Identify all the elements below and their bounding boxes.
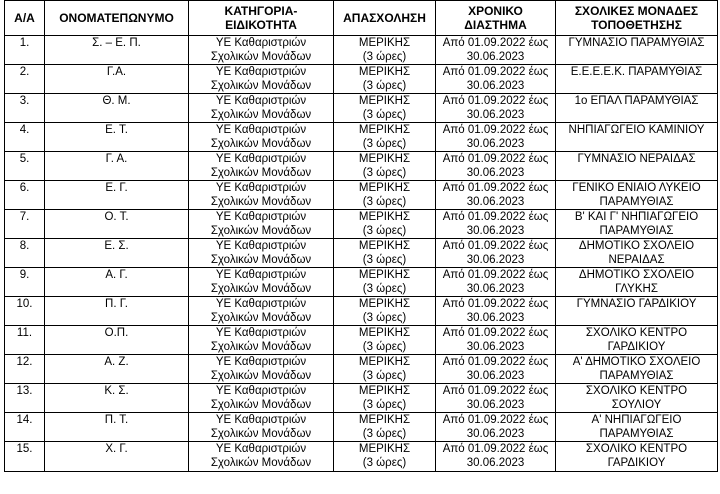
cell-unit: ΣΧΟΛΙΚΟ ΚΕΝΤΡΟ ΓΑΡΔΙΚΙΟΥ bbox=[556, 326, 718, 355]
cell-category: ΥΕ Καθαριστριών Σχολικών Μονάδων bbox=[189, 442, 334, 472]
cell-aa: 6. bbox=[5, 181, 45, 210]
cell-unit: Α' ΝΗΠΙΑΓΩΓΕΙΟ ΠΑΡΑΜΥΘΙΑΣ bbox=[556, 413, 718, 442]
cell-aa: 13. bbox=[5, 384, 45, 413]
cell-unit: ΓΥΜΝΑΣΙΟ ΠΑΡΑΜΥΘΙΑΣ bbox=[556, 36, 718, 65]
cell-employment: ΜΕΡΙΚΗΣ (3 ώρες) bbox=[334, 65, 436, 94]
table-row bbox=[5, 36, 718, 65]
cell-aa: 1. bbox=[5, 36, 45, 65]
cell-employment: ΜΕΡΙΚΗΣ (3 ώρες) bbox=[334, 355, 436, 384]
cell-category: ΥΕ Καθαριστριών Σχολικών Μονάδων bbox=[189, 36, 334, 65]
cell-aa: 12. bbox=[5, 355, 45, 384]
cell-aa: 7. bbox=[5, 210, 45, 239]
cell-unit: ΣΧΟΛΙΚΟ ΚΕΝΤΡΟ ΣΟΥΛΙΟΥ bbox=[556, 384, 718, 413]
cell-employment: ΜΕΡΙΚΗΣ (3 ώρες) bbox=[334, 268, 436, 297]
cell-name: Ο.Π. bbox=[45, 326, 189, 355]
cell-category: ΥΕ Καθαριστριών Σχολικών Μονάδων bbox=[189, 210, 334, 239]
table-row bbox=[5, 152, 718, 181]
cell-name: Ο. Τ. bbox=[45, 210, 189, 239]
cell-category: ΥΕ Καθαριστριών Σχολικών Μονάδων bbox=[189, 268, 334, 297]
header-row bbox=[5, 1, 718, 36]
cell-period: Από 01.09.2022 έως 30.06.2023 bbox=[436, 355, 556, 384]
table-row bbox=[5, 355, 718, 384]
cell-period: Από 01.09.2022 έως 30.06.2023 bbox=[436, 413, 556, 442]
cell-aa: 4. bbox=[5, 123, 45, 152]
cell-category: ΥΕ Καθαριστριών Σχολικών Μονάδων bbox=[189, 384, 334, 413]
table-row bbox=[5, 181, 718, 210]
cell-period: Από 01.09.2022 έως 30.06.2023 bbox=[436, 384, 556, 413]
cell-name: Χ. Γ. bbox=[45, 442, 189, 472]
table-row bbox=[5, 268, 718, 297]
cell-category: ΥΕ Καθαριστριών Σχολικών Μονάδων bbox=[189, 413, 334, 442]
header-employment: ΑΠΑΣΧΟΛΗΣΗ bbox=[334, 1, 436, 36]
cell-category: ΥΕ Καθαριστριών Σχολικών Μονάδων bbox=[189, 297, 334, 326]
cell-employment: ΜΕΡΙΚΗΣ (3 ώρες) bbox=[334, 413, 436, 442]
table-row bbox=[5, 239, 718, 268]
cell-employment: ΜΕΡΙΚΗΣ (3 ώρες) bbox=[334, 442, 436, 472]
cell-period: Από 01.09.2022 έως 30.06.2023 bbox=[436, 239, 556, 268]
cell-aa: 11. bbox=[5, 326, 45, 355]
cell-employment: ΜΕΡΙΚΗΣ (3 ώρες) bbox=[334, 123, 436, 152]
cell-name: Ε. Γ. bbox=[45, 181, 189, 210]
cell-period: Από 01.09.2022 έως 30.06.2023 bbox=[436, 123, 556, 152]
table-row bbox=[5, 413, 718, 442]
header-units: ΣΧΟΛΙΚΕΣ ΜΟΝΑΔΕΣ ΤΟΠΟΘΕΤΗΣΗΣ bbox=[556, 1, 718, 36]
cell-period: Από 01.09.2022 έως 30.06.2023 bbox=[436, 181, 556, 210]
table-row bbox=[5, 297, 718, 326]
cell-name: Θ. Μ. bbox=[45, 94, 189, 123]
table-body bbox=[5, 36, 718, 472]
cell-name: Γ. Α. bbox=[45, 152, 189, 181]
table-row bbox=[5, 442, 718, 472]
cell-period: Από 01.09.2022 έως 30.06.2023 bbox=[436, 65, 556, 94]
cell-name: Ε. Τ. bbox=[45, 123, 189, 152]
cell-unit: Α' ΔΗΜΟΤΙΚΟ ΣΧΟΛΕΙΟ ΠΑΡΑΜΥΘΙΑΣ bbox=[556, 355, 718, 384]
cell-employment: ΜΕΡΙΚΗΣ (3 ώρες) bbox=[334, 94, 436, 123]
cell-employment: ΜΕΡΙΚΗΣ (3 ώρες) bbox=[334, 181, 436, 210]
cell-unit: ΓΥΜΝΑΣΙΟ ΓΑΡΔΙΚΙΟΥ bbox=[556, 297, 718, 326]
cell-unit: ΓΥΜΝΑΣΙΟ ΝΕΡΑΙΔΑΣ bbox=[556, 152, 718, 181]
table-row bbox=[5, 123, 718, 152]
header-period: ΧΡΟΝΙΚΟ ΔΙΑΣΤΗΜΑ bbox=[436, 1, 556, 36]
cell-employment: ΜΕΡΙΚΗΣ (3 ώρες) bbox=[334, 36, 436, 65]
cell-name: Π. Τ. bbox=[45, 413, 189, 442]
cell-period: Από 01.09.2022 έως 30.06.2023 bbox=[436, 442, 556, 472]
cell-aa: 14. bbox=[5, 413, 45, 442]
cell-employment: ΜΕΡΙΚΗΣ (3 ώρες) bbox=[334, 297, 436, 326]
cell-category: ΥΕ Καθαριστριών Σχολικών Μονάδων bbox=[189, 239, 334, 268]
cell-period: Από 01.09.2022 έως 30.06.2023 bbox=[436, 36, 556, 65]
cell-aa: 9. bbox=[5, 268, 45, 297]
cell-aa: 8. bbox=[5, 239, 45, 268]
table-row bbox=[5, 384, 718, 413]
cell-category: ΥΕ Καθαριστριών Σχολικών Μονάδων bbox=[189, 326, 334, 355]
cell-aa: 10. bbox=[5, 297, 45, 326]
cell-period: Από 01.09.2022 έως 30.06.2023 bbox=[436, 268, 556, 297]
cell-employment: ΜΕΡΙΚΗΣ (3 ώρες) bbox=[334, 384, 436, 413]
cell-category: ΥΕ Καθαριστριών Σχολικών Μονάδων bbox=[189, 181, 334, 210]
cell-period: Από 01.09.2022 έως 30.06.2023 bbox=[436, 94, 556, 123]
cell-name: Π. Γ. bbox=[45, 297, 189, 326]
cell-period: Από 01.09.2022 έως 30.06.2023 bbox=[436, 152, 556, 181]
cell-unit: Β' ΚΑΙ Γ' ΝΗΠΙΑΓΩΓΕΙΟ ΠΑΡΑΜΥΘΙΑΣ bbox=[556, 210, 718, 239]
header-category: ΚΑΤΗΓΟΡΙΑ- ΕΙΔΙΚΟΤΗΤΑ bbox=[189, 1, 334, 36]
cell-name: Σ. – Ε. Π. bbox=[45, 36, 189, 65]
cell-category: ΥΕ Καθαριστριών Σχολικών Μονάδων bbox=[189, 152, 334, 181]
cell-aa: 2. bbox=[5, 65, 45, 94]
cell-name: Α. Γ. bbox=[45, 268, 189, 297]
cell-period: Από 01.09.2022 έως 30.06.2023 bbox=[436, 326, 556, 355]
cell-category: ΥΕ Καθαριστριών Σχολικών Μονάδων bbox=[189, 355, 334, 384]
cell-aa: 3. bbox=[5, 94, 45, 123]
cell-name: Α. Ζ. bbox=[45, 355, 189, 384]
cell-unit: ΔΗΜΟΤΙΚΟ ΣΧΟΛΕΙΟ ΓΛΥΚΗΣ bbox=[556, 268, 718, 297]
cell-unit: Ε.Ε.Ε.Ε.Κ. ΠΑΡΑΜΥΘΙΑΣ bbox=[556, 65, 718, 94]
cell-unit: ΔΗΜΟΤΙΚΟ ΣΧΟΛΕΙΟ ΝΕΡΑΙΔΑΣ bbox=[556, 239, 718, 268]
table-row bbox=[5, 94, 718, 123]
cell-aa: 15. bbox=[5, 442, 45, 472]
cell-employment: ΜΕΡΙΚΗΣ (3 ώρες) bbox=[334, 210, 436, 239]
table-row bbox=[5, 210, 718, 239]
cell-category: ΥΕ Καθαριστριών Σχολικών Μονάδων bbox=[189, 65, 334, 94]
cell-aa: 5. bbox=[5, 152, 45, 181]
cell-name: Ε. Σ. bbox=[45, 239, 189, 268]
cell-unit: 1ο ΕΠΑΛ ΠΑΡΑΜΥΘΙΑΣ bbox=[556, 94, 718, 123]
cell-employment: ΜΕΡΙΚΗΣ (3 ώρες) bbox=[334, 326, 436, 355]
cell-category: ΥΕ Καθαριστριών Σχολικών Μονάδων bbox=[189, 123, 334, 152]
header-aa: Α/Α bbox=[5, 1, 45, 36]
cell-unit: ΣΧΟΛΙΚΟ ΚΕΝΤΡΟ ΓΑΡΔΙΚΙΟΥ bbox=[556, 442, 718, 472]
cell-name: Γ.Α. bbox=[45, 65, 189, 94]
cell-category: ΥΕ Καθαριστριών Σχολικών Μονάδων bbox=[189, 94, 334, 123]
header-name: ΟΝΟΜΑΤΕΠΩΝΥΜΟ bbox=[45, 1, 189, 36]
cell-unit: ΓΕΝΙΚΟ ΕΝΙΑΙΟ ΛΥΚΕΙΟ ΠΑΡΑΜΥΘΙΑΣ bbox=[556, 181, 718, 210]
cell-unit: ΝΗΠΙΑΓΩΓΕΙΟ ΚΑΜΙΝΙΟΥ bbox=[556, 123, 718, 152]
cell-period: Από 01.09.2022 έως 30.06.2023 bbox=[436, 210, 556, 239]
placements-table bbox=[4, 0, 718, 472]
cell-period: Από 01.09.2022 έως 30.06.2023 bbox=[436, 297, 556, 326]
table-row bbox=[5, 65, 718, 94]
table-row bbox=[5, 326, 718, 355]
cell-employment: ΜΕΡΙΚΗΣ (3 ώρες) bbox=[334, 239, 436, 268]
cell-employment: ΜΕΡΙΚΗΣ (3 ώρες) bbox=[334, 152, 436, 181]
table-header bbox=[5, 1, 718, 36]
cell-name: Κ. Σ. bbox=[45, 384, 189, 413]
